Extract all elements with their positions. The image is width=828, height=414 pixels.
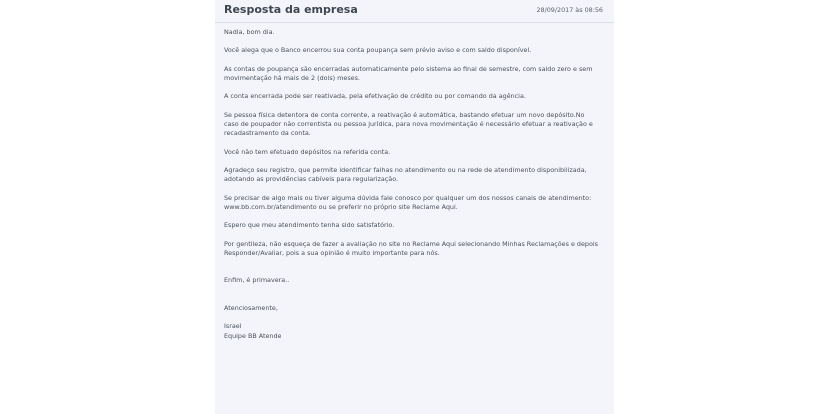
response-date: 28/09/2017 às 08:56 <box>536 6 603 14</box>
sign-off: Atenciosamente, <box>224 303 278 312</box>
message-paragraph: Espero que meu atendimento tenha sido satisfatório. <box>224 221 395 230</box>
message-paragraph: Agradeço seu registro, que permite identificar falhas no atendimento ou na rede de atendimento disponibilizada, adotando as providências cabíveis para regularização. <box>224 165 587 184</box>
message-paragraph: Por gentileza, não esqueça de fazer a avaliação no site no Reclame Aqui selecionando Minhas Reclamações e depois Responder/Avaliar, pois a sua opinião é muito importante para nós. <box>224 239 598 257</box>
message-paragraph: As contas de poupança são encerradas automaticamente pelo sistema ao final de semestre, com saldo zero e sem movimentação há mais de 2 (dois) meses. <box>224 64 593 82</box>
message-paragraph: Você não tem efetuado depósitos na referida conta. <box>224 147 391 156</box>
message-paragraph: A conta encerrada pode ser reativada, pela efetivação de crédito ou por comando da agência. <box>224 92 526 101</box>
response-message <box>224 28 608 341</box>
message-paragraph: Se pessoa física detentora de conta corrente, a reativação é automática, bastando efetuar um novo depósito.No caso de poupador não correntista ou pessoa jurídica, para nova movimentação é necessário efetuar a reativação e recadastramento da conta. <box>224 110 593 138</box>
message-paragraph: Se precisar de algo mais ou tiver alguma dúvida fale conosco por qualquer um dos nossos canais de atendimento: www.bb.com.br/atendimento ou se preferir no próprio site Reclame Aqui. <box>224 193 592 211</box>
greeting: Nadia, bom dia. <box>224 28 275 36</box>
signature: Israel Equipe BB Atende <box>224 322 282 340</box>
card-title: Resposta da empresa <box>224 3 358 16</box>
company-response-card <box>215 0 614 414</box>
message-paragraph: Você alega que o Banco encerrou sua conta poupança sem prévio aviso e com saldo disponível. <box>224 46 532 55</box>
card-header <box>215 0 614 23</box>
closing-remark: Enfim, é primavera.. <box>224 276 290 285</box>
